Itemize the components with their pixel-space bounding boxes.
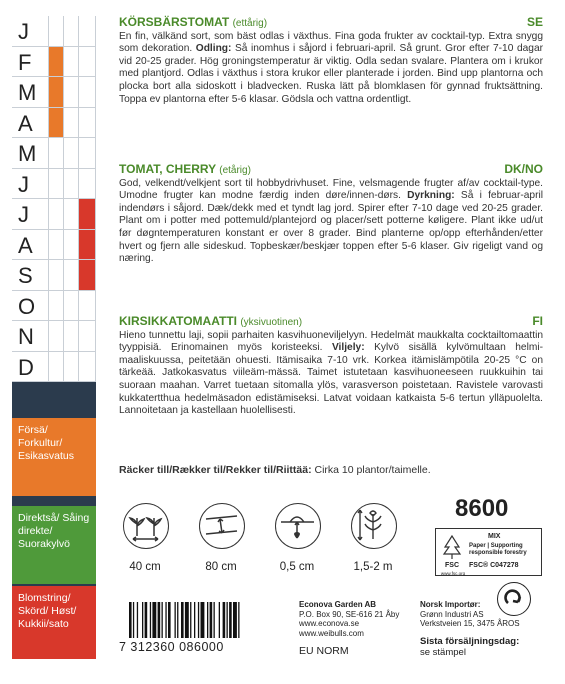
month-cell bbox=[79, 352, 96, 382]
barcode-bar bbox=[150, 602, 151, 638]
barcode-bar bbox=[181, 602, 184, 638]
yield-value: Cirka 10 plantor/taimelle. bbox=[311, 464, 431, 476]
barcode-bar bbox=[201, 602, 205, 638]
barcode-bar bbox=[142, 602, 143, 638]
row-spacing-label: 80 cm bbox=[205, 561, 237, 573]
month-cell bbox=[79, 321, 96, 351]
section-fi-code: FI bbox=[532, 314, 543, 328]
section-fi-text-b: Kylvö sisällä kylvömultaan helmi-maaliskuussa, peitetään ohuesti. Itämisaika 7-10 vrk. Korkea itämislämpötila 20-25 °C on tärkeää. Jatkokasvatus viileäm-mässä. Taimet istutetaan kasvihuoneeseen ruukkuihin tai suoraan maahan. Varret tuetaan sitomalla ylös, varasverson poistetaan. Ravistele varovasti kukkatertthua hedelmäsadon edistämiseksi. Latvat voidaan katkaista 5-6 tertun ylläpuolelta. Lannoitetaan ja kastellaan huolellisesti. bbox=[119, 342, 543, 417]
barcode-bar bbox=[168, 602, 171, 638]
section-se-body bbox=[119, 31, 543, 107]
month-letter: D bbox=[18, 354, 34, 380]
month-row bbox=[12, 138, 96, 169]
month-letter: O bbox=[18, 293, 36, 319]
barcode-bar bbox=[152, 602, 156, 638]
section-dk bbox=[119, 163, 543, 266]
month-cell bbox=[49, 47, 64, 77]
sowing-depth-icon bbox=[275, 503, 321, 549]
plant-spacing-label: 40 cm bbox=[129, 561, 161, 573]
barcode-bar bbox=[238, 602, 239, 638]
month-cell bbox=[64, 260, 79, 290]
month-row bbox=[12, 47, 96, 78]
barcode-bar bbox=[198, 602, 199, 638]
barcode-bar bbox=[219, 602, 220, 638]
section-fi-text-a: Hieno tunnettu laji, sopii parhaiten kasvihuoneviljelyyn. Hedelmät maukkalta cocktailtomaattin tyyppisiä. Erinomainen myös koristeeksi. bbox=[119, 329, 543, 354]
section-fi bbox=[119, 315, 543, 418]
fsc-label bbox=[435, 528, 542, 576]
barcode-bar bbox=[233, 602, 237, 638]
supplier-address: P.O. Box 90, SE-616 21 Åby bbox=[299, 609, 400, 619]
month-letter: A bbox=[18, 110, 33, 136]
month-cell bbox=[79, 260, 96, 290]
last-sale-title: Sista försäljningsdag: bbox=[420, 636, 520, 647]
month-grid bbox=[12, 16, 96, 382]
supplier-web2: www.weibulls.com bbox=[299, 628, 364, 638]
month-cell bbox=[64, 321, 79, 351]
month-letter: M bbox=[18, 141, 37, 166]
month-cell bbox=[79, 169, 96, 199]
yield-label: Räcker till/Rækker til/Rekker til/Riittää: bbox=[119, 464, 312, 476]
section-se-header bbox=[119, 16, 543, 31]
month-letter: J bbox=[18, 171, 29, 197]
section-dk-bold: Dyrkning: bbox=[407, 190, 455, 202]
month-cell bbox=[49, 230, 64, 260]
barcode-bar bbox=[177, 602, 178, 638]
month-cell bbox=[64, 199, 79, 229]
supplier-info bbox=[299, 600, 399, 638]
section-dk-text-b: Så i februar-april indendørs i såjord. Dæk/dekk med et tyndt lag jord. Spirer efter 7-10 dage ved 20-25 grader. Plant om i potter med pottemuld/plantejord og placer/sett potterne køligere. Plant ikke ud/ut før døgntemperaturen konstant er over 8 grader. Bind planterne op/opp efterhånden/etter hvert og fjern alle sideskud. Topbeskær/beskjær toppen efter 5-6 klaser. Giv rigeligt vand og næring. bbox=[119, 190, 543, 265]
month-cell bbox=[79, 230, 96, 260]
month-cell bbox=[64, 291, 79, 321]
barcode-bar bbox=[223, 602, 226, 638]
barcode-bar bbox=[175, 602, 176, 638]
row-spacing-icon bbox=[199, 503, 245, 549]
yield-line bbox=[119, 464, 543, 477]
last-sale-text: se stämpel bbox=[420, 647, 466, 658]
month-cell bbox=[64, 47, 79, 77]
section-se-code: SE bbox=[526, 15, 543, 29]
sowing-depth-label: 0,5 cm bbox=[279, 561, 315, 573]
month-cell bbox=[79, 16, 96, 46]
band-bloom-harvest-label: Blomstring/ Skörd/ Høst/ Kukkii/sato bbox=[18, 592, 77, 630]
month-cell bbox=[64, 230, 79, 260]
barcode-bar bbox=[165, 602, 166, 638]
month-row bbox=[12, 230, 96, 261]
eu-norm: EU NORM bbox=[299, 645, 349, 657]
importer-name: Grønn Industri AS bbox=[420, 609, 484, 619]
band-direct-sow bbox=[12, 506, 96, 584]
month-cell bbox=[49, 77, 64, 107]
month-cell bbox=[49, 260, 64, 290]
month-letter: F bbox=[18, 49, 32, 75]
fsc-logo-text: FSC bbox=[445, 562, 459, 569]
section-se-title: KÖRSBÄRSTOMAT bbox=[119, 15, 230, 29]
barcode-bar bbox=[194, 602, 195, 638]
section-se-subtitle: (ettårig) bbox=[232, 18, 268, 29]
month-cell bbox=[64, 352, 79, 382]
importer-address: Verkstveien 15, 3475 ÅROS bbox=[420, 619, 520, 628]
barcode-bar bbox=[190, 602, 191, 638]
month-row bbox=[12, 16, 96, 47]
band-sow-indoors-label: Försä/ Forkultur/ Esikasvatus bbox=[18, 424, 75, 462]
section-dk-header bbox=[119, 163, 543, 178]
fsc-site: www.fsc.org bbox=[440, 571, 466, 576]
growing-icons bbox=[119, 503, 419, 583]
barcode-bar bbox=[207, 602, 208, 638]
month-cell bbox=[49, 108, 64, 138]
month-letter: M bbox=[18, 80, 37, 105]
importer-title: Norsk Importør: bbox=[420, 600, 481, 609]
section-se-bold: Odling: bbox=[195, 43, 232, 55]
importer-info bbox=[420, 600, 520, 629]
plant-spacing-icon bbox=[123, 503, 169, 549]
barcode-bar bbox=[214, 602, 215, 638]
barcode-bar bbox=[133, 602, 134, 638]
month-cell bbox=[64, 108, 79, 138]
band-sow-indoors bbox=[12, 418, 96, 496]
section-fi-header bbox=[119, 315, 543, 330]
supplier-name: Econova Garden AB bbox=[299, 600, 377, 609]
fsc-mix: MIX bbox=[488, 533, 501, 540]
section-se bbox=[119, 16, 543, 106]
month-row bbox=[12, 321, 96, 352]
section-dk-text-a: God, velkendt/velkjent sort til hobbydrivhuset. Fine, velsmagende frugter af/av cocktail-type. Umodne frugter kan modne færdig inden døre/innen-dørs. bbox=[119, 177, 543, 202]
barcode-bar bbox=[229, 602, 232, 638]
month-cell bbox=[64, 77, 79, 107]
fsc-line2: responsible forestry bbox=[469, 550, 527, 556]
section-dk-title: TOMAT, CHERRY bbox=[119, 162, 216, 176]
barcode-bar bbox=[227, 602, 228, 638]
sowing-calendar bbox=[12, 16, 96, 659]
month-cell bbox=[49, 291, 64, 321]
month-cell bbox=[64, 16, 79, 46]
month-letter: N bbox=[18, 324, 34, 349]
month-cell bbox=[79, 77, 96, 107]
barcode-bar bbox=[210, 602, 213, 638]
product-number: 8600 bbox=[455, 495, 509, 522]
month-letter: J bbox=[18, 202, 29, 227]
section-dk-code: DK/NO bbox=[504, 162, 543, 176]
section-fi-title: KIRSIKKATOMAATTI bbox=[119, 314, 237, 328]
plant-height-icon bbox=[351, 503, 397, 549]
barcode bbox=[119, 602, 289, 652]
section-fi-subtitle: (yksivuotinen) bbox=[240, 317, 303, 328]
fsc-code: FSC® C047278 bbox=[469, 562, 519, 569]
plant-height-label: 1,5-2 m bbox=[353, 561, 393, 573]
month-cell bbox=[79, 291, 96, 321]
month-row bbox=[12, 108, 96, 139]
barcode-digits: 7 312360 086000 bbox=[119, 640, 224, 654]
month-cell bbox=[49, 138, 64, 168]
month-row bbox=[12, 199, 96, 230]
month-row bbox=[12, 352, 96, 383]
month-cell bbox=[79, 138, 96, 168]
section-fi-body bbox=[119, 330, 543, 418]
month-cell bbox=[79, 108, 96, 138]
month-cell bbox=[79, 199, 96, 229]
month-cell bbox=[49, 16, 64, 46]
month-cell bbox=[79, 47, 96, 77]
barcode-bar bbox=[145, 602, 148, 638]
band-direct-sow-label: Direktså/ Såing direkte/ Suorakylvö bbox=[18, 512, 90, 550]
section-dk-body bbox=[119, 178, 543, 266]
month-cell bbox=[49, 199, 64, 229]
section-se-text-b: Så inomhus i såjord i februari-april. Så grunt. Gror efter 7-10 dagar vid 20-25 grader. Hög groningstemperatur är viktig. Odla sedan svalare. Plantera om i krukor med plantjord. Odlas i växthus i stora krukor eller planterade i jorden. Bind upp plantorna och plocka bort alla sidoskott i bladvecken. Ruska lätt på blomklasen för gynnad fruktsättning. Toppa ev plantorna efter 5-6 klasar. Gödsla och vattna ordentligt. bbox=[119, 43, 543, 105]
band-bloom-harvest bbox=[12, 586, 96, 659]
month-cell bbox=[49, 352, 64, 382]
month-letter: A bbox=[18, 232, 33, 258]
month-row bbox=[12, 77, 96, 108]
month-row bbox=[12, 260, 96, 291]
month-cell bbox=[49, 321, 64, 351]
supplier-web1: www.econova.se bbox=[299, 619, 360, 628]
barcode-bar bbox=[185, 602, 189, 638]
month-row bbox=[12, 291, 96, 322]
month-cell bbox=[64, 169, 79, 199]
month-letter: J bbox=[18, 19, 29, 44]
month-cell bbox=[64, 138, 79, 168]
barcode-bars bbox=[119, 602, 289, 644]
fsc-line1: Paper | Supporting bbox=[469, 543, 523, 549]
section-fi-bold: Viljely: bbox=[331, 342, 365, 354]
barcode-bar bbox=[162, 602, 163, 638]
section-se-text-a: En fin, välkänd sort, som bäst odlas i växthus. Fina goda frukter av cocktail-typ. Extra snygg som dekoration. bbox=[119, 30, 543, 55]
barcode-bar bbox=[137, 602, 138, 638]
fsc-tree-icon bbox=[440, 533, 464, 563]
month-row bbox=[12, 169, 96, 200]
barcode-bar bbox=[158, 602, 161, 638]
last-sale bbox=[420, 636, 519, 658]
barcode-bar bbox=[129, 602, 132, 638]
month-cell bbox=[49, 169, 64, 199]
month-letter: S bbox=[18, 263, 33, 288]
section-dk-subtitle: (etårig) bbox=[219, 165, 251, 176]
